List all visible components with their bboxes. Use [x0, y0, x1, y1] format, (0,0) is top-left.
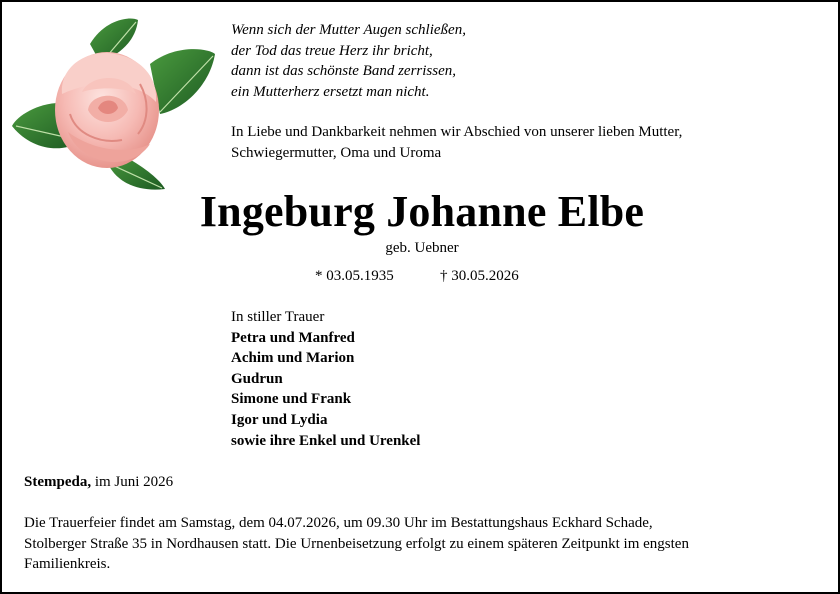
- mourners-list: [231, 307, 420, 451]
- mourner-name: sowie ihre Enkel und Urenkel: [231, 432, 421, 449]
- poem-line: Wenn sich der Mutter Augen schließen,: [231, 22, 466, 38]
- mourner-name: Gudrun: [231, 370, 283, 387]
- place-town: Stempeda,: [24, 474, 92, 490]
- mourner-name: Igor und Lydia: [231, 411, 328, 428]
- poem-line: dann ist das schönste Band zerrissen,: [231, 63, 456, 79]
- death-date: † 30.05.2026: [440, 268, 519, 284]
- maiden-name: [2, 238, 840, 258]
- poem: [231, 20, 466, 102]
- funeral-line: Familienkreis.: [24, 556, 111, 572]
- deceased-name: Ingeburg Johanne Elbe: [199, 187, 645, 236]
- mourner-name: Achim und Marion: [231, 350, 355, 367]
- intro-line: In Liebe und Dankbarkeit nehmen wir Abschied von unserer lieben Mutter,: [231, 124, 683, 140]
- funeral-line: Stolberger Straße 35 in Nordhausen statt. Die Urnenbeisetzung erfolgt zu einem späteren Zeitpunkt im engsten: [24, 535, 689, 552]
- poem-line: der Tod das treue Herz ihr bricht,: [231, 42, 433, 59]
- farewell-intro: [231, 122, 682, 164]
- place-month: im Juni 2026: [91, 474, 174, 490]
- intro-line: Schwiegermutter, Oma und Uroma: [231, 145, 442, 161]
- rose-icon: [10, 14, 220, 192]
- poem-line: ein Mutterherz ersetzt man nicht.: [231, 83, 430, 100]
- mourner-name: Petra und Manfred: [231, 329, 355, 346]
- place-date: [24, 472, 173, 492]
- mourners-intro: In stiller Trauer: [231, 309, 325, 325]
- mourner-name: Simone und Frank: [231, 391, 352, 408]
- funeral-line: Die Trauerfeier findet am Samstag, dem 04.07.2026, um 09.30 Uhr im Bestattungshaus Eckhard Schade,: [24, 515, 653, 531]
- birth-date: * 03.05.1935: [315, 268, 394, 284]
- funeral-notice: [24, 513, 824, 575]
- maiden-name-text: geb. Uebner: [385, 240, 459, 256]
